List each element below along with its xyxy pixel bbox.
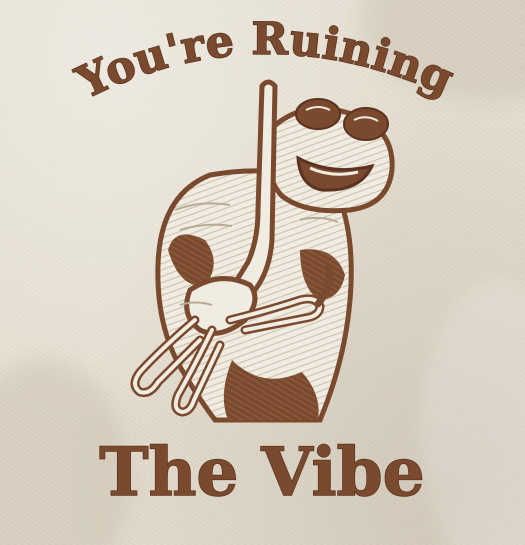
- frog-illustration: [135, 82, 392, 420]
- frog-eye-left: [296, 99, 340, 129]
- bottom-caption: The Vibe: [99, 433, 425, 511]
- top-caption-text: You're Ruining: [69, 13, 462, 109]
- frog-eye-right: [344, 108, 388, 140]
